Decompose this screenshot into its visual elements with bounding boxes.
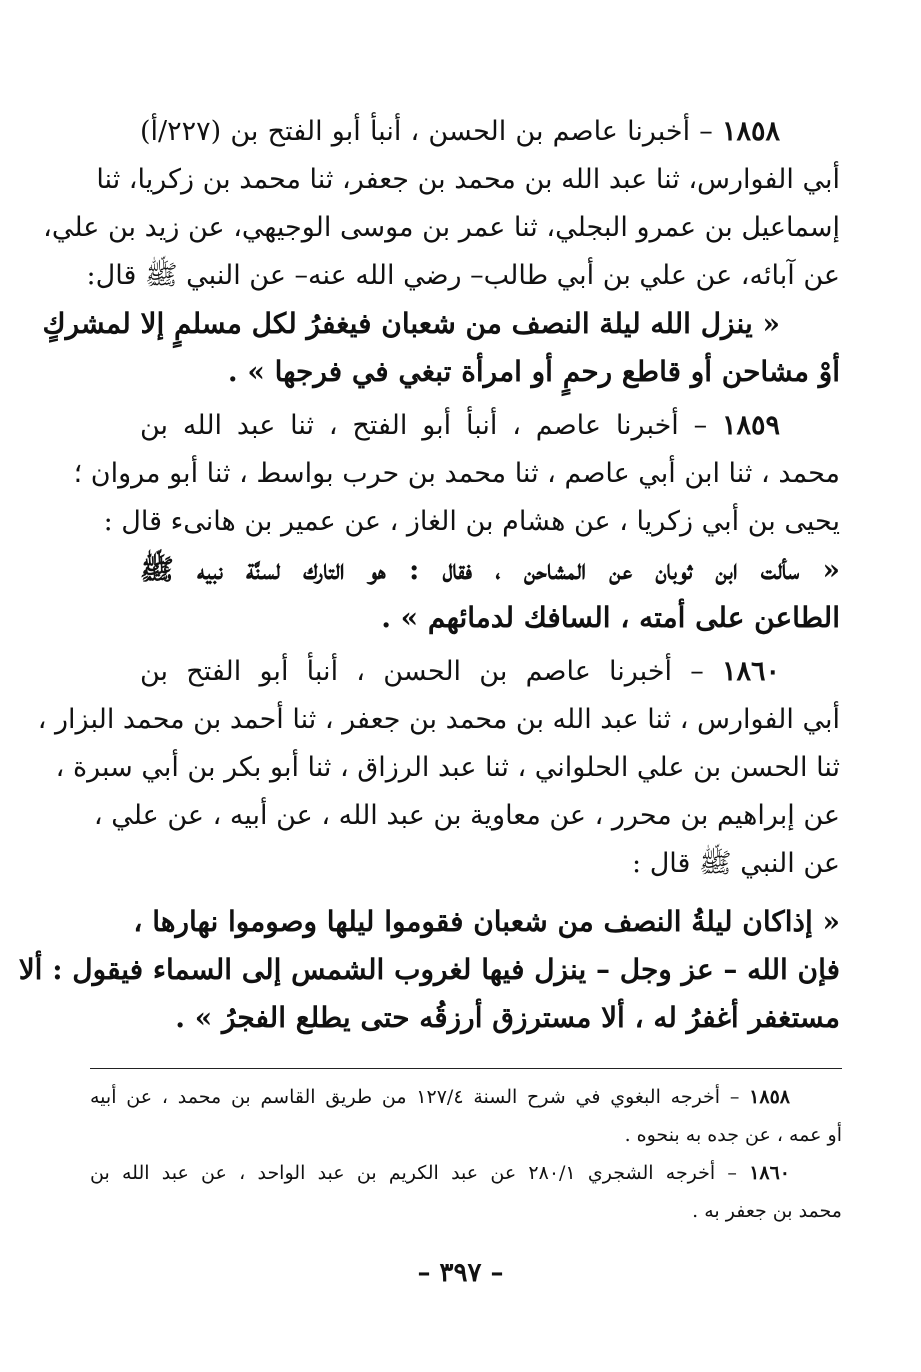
hadith-1858: [42, 108, 840, 396]
hadith-line: أبي الفوارس، ثنا عبد الله بن محمد بن جعفر، ثنا محمد بن زكريا، ثنا: [96, 164, 840, 195]
footnote-divider: [90, 1068, 842, 1069]
hadith-number: ١٨٥٩: [721, 410, 780, 441]
hadith-line: عن النبي ﷺ قال :: [632, 848, 840, 879]
footnote-number: ١٨٥٨: [749, 1086, 790, 1108]
footnote-line: أو عمه ، عن جده به بنحوه .: [624, 1124, 842, 1146]
hadith-line: يحيى بن أبي زكريا ، عن هشام بن الغاز ، عن عمير بن هانىء قال :: [103, 506, 840, 537]
hadith-number: ١٨٥٨: [721, 116, 780, 147]
hadith-matn-line: مستغفر أغفرُ له ، ألا مسترزق أرزقُه حتى يطلع الفجرُ » .: [175, 1001, 840, 1034]
hadith-1859: [73, 402, 840, 642]
main-text: [18, 108, 840, 1042]
footnote-1858: [90, 1078, 842, 1154]
hadith-line: ١٨٥٩ – أخبرنا عاصم ، أنبأ أبو الفتح ، ثنا عبد الله بن: [140, 410, 780, 441]
hadith-matn-line: « سألت ابن ثوبان عن المشاحن ، فقال : هو التارك لسنَّة نبيه ﷺ: [140, 553, 840, 586]
hadith-matn-line: « ينزل الله ليلة النصف من شعبان فيغفرُ لكل مسلمٍ إلا لمشركٍ: [42, 307, 780, 340]
footnote-line: محمد بن جعفر به .: [692, 1200, 842, 1222]
hadith-line: إسماعيل بن عمرو البجلي، ثنا عمر بن موسى الوجيهي، عن زيد بن علي،: [43, 212, 840, 243]
hadith-line: عن إبراهيم بن محرر ، عن معاوية بن عبد الله ، عن أبيه ، عن علي ،: [93, 800, 840, 831]
footnote-1860: [90, 1154, 842, 1230]
hadith-matn-line: أوْ مشاحن أو قاطع رحمٍ أو امرأة تبغي في فرجها » .: [227, 355, 840, 388]
hadith-matn-line: الطاعن على أمته ، السافك لدمائهم » .: [381, 601, 840, 634]
hadith-matn-line: « إذاكان ليلةُ النصف من شعبان فقوموا ليلها وصوموا نهارها ،: [133, 905, 840, 938]
hadith-line: ثنا الحسن بن علي الحلواني ، ثنا عبد الرزاق ، ثنا أبو بكر بن أبي سبرة ،: [55, 752, 840, 783]
hadith-line: محمد ، ثنا ابن أبي عاصم ، ثنا محمد بن حرب بواسط ، ثنا أبو مروان ؛: [73, 458, 840, 489]
hadith-line: أبي الفوارس ، ثنا عبد الله بن محمد بن جعفر ، ثنا أحمد بن محمد البزار ،: [37, 704, 840, 735]
page-number: – ٣٩٧ –: [417, 1258, 504, 1288]
hadith-line: ١٨٦٠ – أخبرنا عاصم بن الحسن ، أنبأ أبو الفتح بن: [140, 656, 780, 687]
footnote-line: ١٨٦٠ – أخرجه الشجري ٢٨٠/١ عن عبد الكريم بن عبد الواحد ، عن عبد الله بن: [90, 1162, 791, 1184]
footnotes: [90, 1078, 842, 1230]
hadith-number: ١٨٦٠: [721, 656, 780, 687]
hadith-matn-line: فإن الله – عز وجل – ينزل فيها لغروب الشمس إلى السماء فيقول : ألا: [18, 953, 840, 986]
hadith-line: ١٨٥٨ – أخبرنا عاصم بن الحسن ، أنبأ أبو الفتح بن (٢٢٧/أ): [140, 116, 780, 147]
hadith-line: عن آبائه، عن علي بن أبي طالب– رضي الله عنه– عن النبي ﷺ قال:: [86, 260, 840, 291]
hadith-1860: [18, 648, 840, 1042]
footnote-line: ١٨٥٨ – أخرجه البغوي في شرح السنة ١٢٧/٤ من طريق القاسم بن محمد ، عن أبيه: [90, 1086, 790, 1108]
footnote-number: ١٨٦٠: [749, 1162, 791, 1184]
